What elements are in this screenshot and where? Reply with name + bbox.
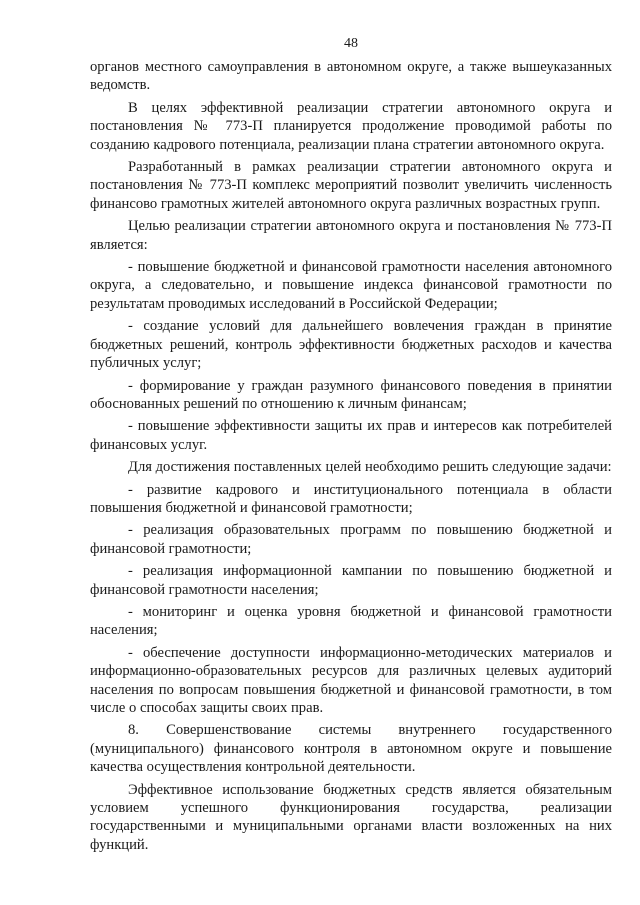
paragraph-strategy-goals: В целях эффективной реализации стратегии автономного округа и постановления № 773-П планируется продолжение проводимой работы по созданию кадрового потенциала, реализации плана стратегии автономного округа. xyxy=(90,99,612,153)
document-page xyxy=(90,0,612,905)
list-item-task: - развитие кадрового и институционального потенциала в области повышения бюджетной и финансовой грамотности; xyxy=(90,481,612,516)
page-number: 48 xyxy=(344,36,358,51)
paragraph-aim-intro: Целью реализации стратегии автономного округа и постановления № 773-П является: xyxy=(90,218,612,253)
paragraph-tasks-intro: Для достижения поставленных целей необходимо решить следующие задачи: xyxy=(128,459,612,476)
section-heading-financial-control: 8. Совершенствование системы внутреннего государственного (муниципального) финансового контроля в автономном округе и повышение качества осуществления контрольной деятельности. xyxy=(90,722,612,776)
paragraph-budget-efficiency: Эффективное использование бюджетных средств является обязательным условием успешного функционирования государства, реализации государственными и муниципальными органами власти возложенных на них функций. xyxy=(90,781,612,853)
paragraph-continuation: органов местного самоуправления в автономном округе, а также вышеуказанных ведомств. xyxy=(90,59,612,94)
list-item-task: - мониторинг и оценка уровня бюджетной и финансовой грамотности населения; xyxy=(90,603,612,639)
paragraph-measures-complex: Разработанный в рамках реализации стратегии автономного округа и постановления № 773-П комплекс мероприятий позволит увеличить численность финансово грамотных жителей автономного округа различных возрастных групп. xyxy=(90,159,612,212)
list-item-aim: - повышение бюджетной и финансовой грамотности населения автономного округа, а следовательно, и повышение индекса финансовой грамотности по результатам проводимых исследований в Российской Федерации; xyxy=(90,259,612,312)
list-item-aim: - повышение эффективности защиты их прав и интересов как потребителей финансовых услуг. xyxy=(90,418,612,453)
document-body xyxy=(90,58,612,858)
list-item-aim: - создание условий для дальнейшего вовлечения граждан в принятие бюджетных решений, контроль эффективности бюджетных расходов и качества публичных услуг; xyxy=(90,318,612,372)
list-item-task: - реализация образовательных программ по повышению бюджетной и финансовой грамотности; xyxy=(90,522,612,557)
list-item-task: - реализация информационной кампании по повышению бюджетной и финансовой грамотности населения; xyxy=(90,563,612,598)
list-item-task: - обеспечение доступности информационно-методических материалов и информационно-образовательных ресурсов для различных целевых аудиторий населения по вопросам повышения бюджетной и финансовой грамотности, в том числе о способах защиты своих прав. xyxy=(90,644,612,716)
list-item-aim: - формирование у граждан разумного финансового поведения в принятии обоснованных решений по отношению к личным финансам; xyxy=(90,377,612,412)
